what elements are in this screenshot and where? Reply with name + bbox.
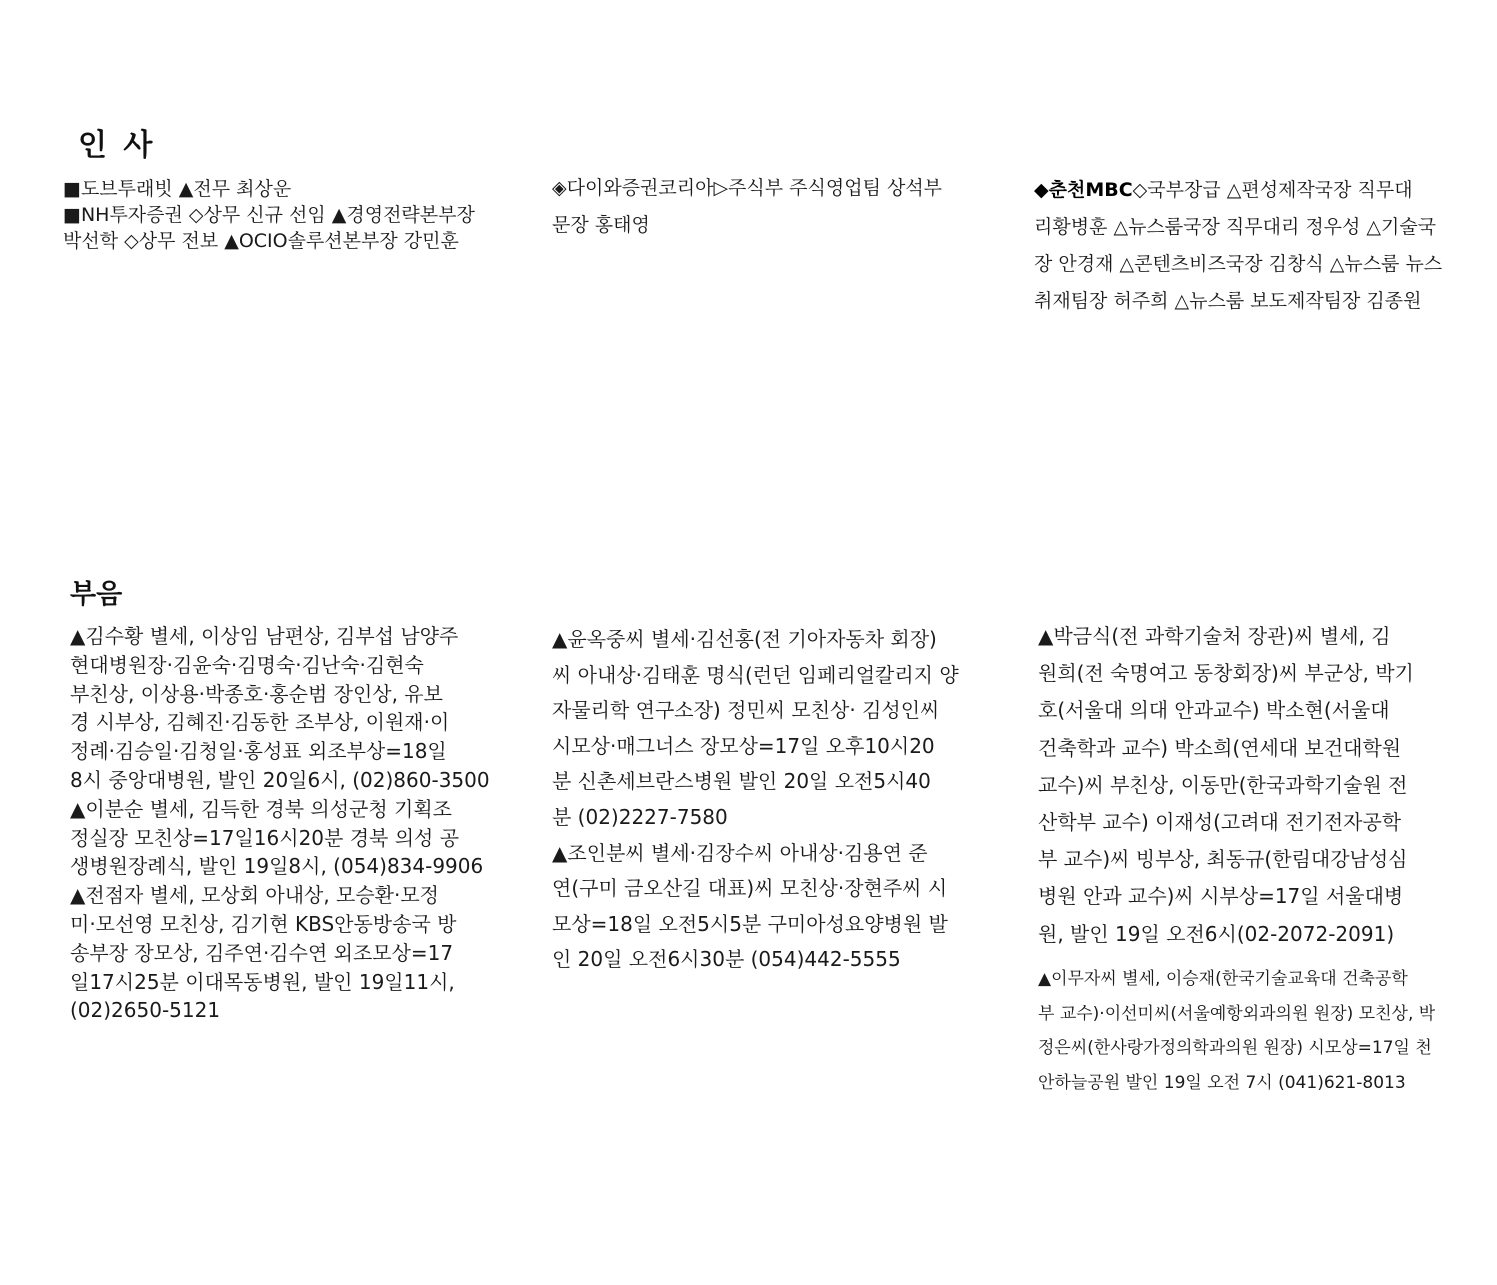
obituary-line: 경 시부상, 김혜진·김동한 조부상, 이원재·이 (70, 710, 450, 735)
obituary-line: 분 신촌세브란스병원 발인 20일 오전5시40 (552, 769, 931, 794)
obituary-line: 원희(전 숙명여고 동창회장)씨 부군상, 박기 (1038, 661, 1414, 686)
obituary-line: 교수)씨 부친상, 이동만(한국과학기술원 전 (1038, 772, 1408, 797)
obituary-line: 연(구미 금오산길 대표)씨 모친상·장현주씨 시 (552, 876, 948, 901)
insa-line: ■도브투래빗 ▲전무 최상운 (63, 178, 292, 200)
insa-line: 장 안경재 △콘텐츠비즈국장 김창식 △뉴스룸 뉴스 (1034, 253, 1443, 275)
obituary-line: 미·모선영 모친상, 김기현 KBS안동방송국 방 (70, 911, 457, 936)
bueum-column-3 (1038, 618, 1414, 953)
obituary-line: 정실장 모친상=17일16시20분 경북 의성 공 (70, 825, 460, 850)
insa-heading: 인 사 (78, 128, 156, 163)
obituary-line: 송부장 장모상, 김주연·김수연 외조모상=17 (70, 940, 454, 965)
insa-line: ◆춘천MBC◇국부장급 △편성제작국장 직무대 (1034, 179, 1413, 201)
obituary-line: 부 교수)씨 빙부상, 최동규(한림대강남성심 (1038, 847, 1408, 872)
insa-line: ◈다이와증권코리아▷주식부 주식영업팀 상석부 (552, 177, 943, 199)
insa-column-2 (552, 170, 942, 244)
obituary-line: 병원 안과 교수)씨 시부상=17일 서울대병 (1038, 884, 1404, 909)
obituary-line: ▲조인분씨 별세·김장수씨 아내상·김용연 준 (552, 840, 928, 865)
obituary-line: 안하늘공원 발인 19일 오전 7시 (041)621-8013 (1038, 1072, 1406, 1093)
obituary-line: 자물리학 연구소장) 정민씨 모친상· 김성인씨 (552, 698, 940, 723)
obituary-line: 부 교수)·이선미씨(서울예항외과의원 원장) 모친상, 박 (1038, 1003, 1436, 1024)
obituary-line: 생병원장례식, 발인 19일8시, (054)834-9906 (70, 854, 484, 879)
obituary-line: 건축학과 교수) 박소희(연세대 보건대학원 (1038, 735, 1402, 760)
obituary-line: 모상=18일 오전5시5분 구미아성요양병원 발 (552, 911, 948, 936)
obituary-line: 인 20일 오전6시30분 (054)442-5555 (552, 947, 901, 972)
obituary-line: 정은씨(한사랑가정의학과의원 원장) 시모상=17일 천 (1038, 1038, 1432, 1058)
obituary-line: 산학부 교수) 이재성(고려대 전기전자공학 (1038, 810, 1402, 835)
obituary-line: 부친상, 이상용·박종호·홍순범 장인상, 유보 (70, 681, 443, 706)
bueum-column-2 (552, 622, 959, 978)
obituary-line: ▲김수황 별세, 이상임 남편상, 김부섭 남양주 (70, 624, 459, 648)
obituary-line: 8시 중앙대병원, 발인 20일6시, (02)860-3500 (70, 767, 490, 792)
obituary-line: ▲이무자씨 별세, 이승재(한국기술교육대 건축공학 (1038, 969, 1408, 989)
obituary-line: ▲박금식(전 과학기술처 장관)씨 별세, 김 (1038, 624, 1391, 648)
obituary-line: 분 (02)2227-7580 (552, 804, 728, 829)
obituary-line: ▲전점자 별세, 모상회 아내상, 모승환·모정 (70, 883, 440, 908)
bueum-heading: 부음 (70, 579, 123, 610)
insa-column-1 (63, 176, 475, 254)
obituary-line: 씨 아내상·김태훈 명식(런던 임페리얼칼리지 양 (552, 662, 959, 687)
obituary-line: 호(서울대 의대 안과교수) 박소현(서울대 (1038, 698, 1390, 723)
insa-line: 리황병훈 △뉴스룸국장 직무대리 정우성 △기술국 (1034, 216, 1437, 238)
obituary-line: 정례·김승일·김청일·홍성표 외조부상=18일 (70, 739, 447, 764)
obituary-line: (02)2650-5121 (70, 998, 221, 1023)
obituary-line: 원, 발인 19일 오전6시(02-2072-2091) (1038, 921, 1395, 946)
org-name: ◆춘천MBC (1034, 179, 1133, 201)
insa-line: 취재팀장 허주희 △뉴스룸 보도제작팀장 김종원 (1034, 290, 1422, 312)
obituary-line: 시모상·매그너스 장모상=17일 오후10시20 (552, 733, 935, 758)
obituary-line: 일17시25분 이대목동병원, 발인 19일11시, (70, 969, 455, 994)
bueum-column-1 (70, 622, 490, 1025)
insa-column-3 (1034, 172, 1442, 320)
obituary-line: ▲이분순 별세, 김득한 경북 의성군청 기획조 (70, 796, 452, 821)
bueum-column-3b (1038, 962, 1435, 1100)
obituary-line: 현대병원장·김윤숙·김명숙·김난숙·김현숙 (70, 652, 424, 677)
insa-line: 박선학 ◇상무 전보 ▲OCIO솔루션본부장 강민훈 (63, 230, 459, 252)
insa-line: ■NH투자증권 ◇상무 신규 선임 ▲경영전략본부장 (63, 204, 475, 226)
obituary-line: ▲윤옥중씨 별세·김선홍(전 기아자동차 회장) (552, 627, 937, 651)
insa-line: 문장 홍태영 (552, 214, 650, 236)
